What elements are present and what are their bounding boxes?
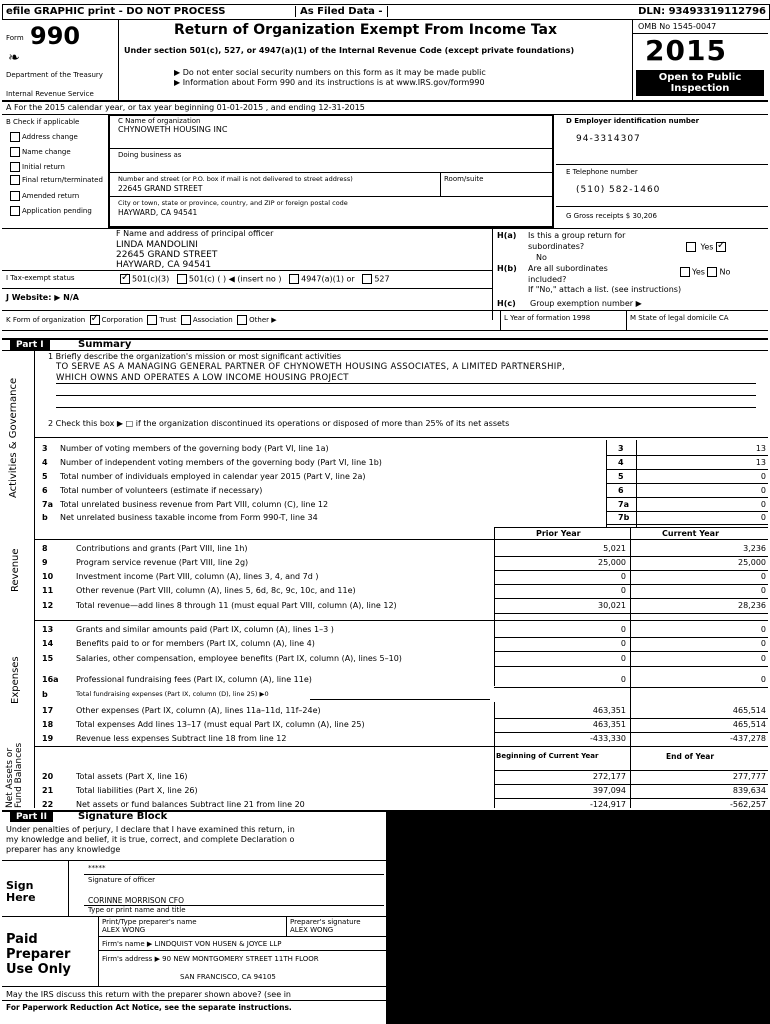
line-value: 0 — [760, 472, 766, 481]
current-value: 465,514 — [732, 720, 766, 729]
boy-value: -124,917 — [590, 800, 626, 809]
line-value: 0 — [760, 500, 766, 509]
firm-name: ▶ LINDQUIST VON HUSEN & JOYCE LLP — [146, 940, 282, 948]
top-bar — [2, 4, 770, 20]
efile-label: efile GRAPHIC print - DO NOT PROCESS — [6, 6, 226, 17]
prior-value: 463,351 — [592, 706, 626, 715]
line-a: A For the 2015 calendar year, or tax year beginning 01-01-2015 , and ending 12-31-2015 — [6, 103, 365, 112]
form-number: 990 — [30, 22, 81, 50]
officer-name: LINDA MANDOLINI — [116, 240, 198, 250]
line-text: Benefits paid to or for members (Part IX, column (A), line 4) — [76, 639, 315, 648]
officer-street: 22645 GRAND STREET — [116, 250, 218, 260]
tax-year: 2015 — [645, 34, 727, 67]
current-value: 0 — [760, 625, 766, 634]
name-title-label: Type or print name and title — [88, 906, 186, 914]
row-divider — [606, 524, 768, 525]
row-divider — [494, 666, 768, 667]
other-checkbox[interactable] — [237, 315, 247, 325]
current-value: 3,236 — [743, 544, 766, 553]
ha-text: Is this a group return for — [528, 231, 626, 240]
final-return-item: Final return/terminated — [10, 175, 103, 185]
prior-value: 0 — [620, 654, 626, 663]
line-text: Grants and similar amounts paid (Part IX, column (A), lines 1–3 ) — [76, 625, 334, 634]
legal-domicile: M State of legal domicile CA — [630, 314, 729, 322]
line-box: 6 — [618, 486, 624, 495]
line-text: Revenue less expenses Subtract line 18 from line 12 — [76, 734, 287, 743]
prior-value: 0 — [620, 625, 626, 634]
firm-city: SAN FRANCISCO, CA 94105 — [180, 973, 276, 981]
hc-label: H(c) — [497, 299, 516, 308]
eoy-value: 839,634 — [732, 786, 766, 795]
signature-label: Signature of officer — [88, 876, 156, 884]
current-value: 0 — [760, 675, 766, 684]
row-divider — [494, 784, 768, 785]
year-formation: L Year of formation 1998 — [504, 314, 591, 322]
association-checkbox[interactable] — [181, 315, 191, 325]
irs-discuss: May the IRS discuss this return with the preparer shown above? (see in — [6, 990, 291, 999]
row-divider — [606, 511, 768, 512]
row-divider — [494, 637, 768, 638]
prior-value: 0 — [620, 572, 626, 581]
city-label: City or town, state or province, country, and ZIP or foreign postal code — [118, 199, 348, 207]
line-number: 10 — [42, 572, 54, 581]
preparer-name-block: Print/Type preparer's name ALEX WONG — [102, 918, 197, 934]
phone-label: E Telephone number — [566, 168, 638, 176]
row-divider — [494, 584, 768, 585]
line-number: 17 — [42, 706, 54, 715]
hb-label: H(b) — [497, 264, 517, 273]
address-change-item: Address change — [10, 130, 103, 145]
row-divider — [494, 613, 768, 614]
col-divider — [494, 702, 495, 746]
prior-year-header: Prior Year — [536, 529, 581, 538]
side-net-assets: Net Assets or Fund Balances — [5, 742, 24, 808]
line-number: 13 — [42, 625, 54, 634]
ein-label: D Employer identification number — [566, 117, 700, 125]
4947-checkbox[interactable] — [289, 274, 299, 284]
line-text: Total unrelated business revenue from Part VIII, column (C), line 12 — [60, 500, 329, 509]
row-divider — [494, 651, 768, 652]
org-name-label: C Name of organization — [118, 117, 201, 125]
hb-text: Are all subordinates — [528, 264, 608, 273]
line-number: 21 — [42, 786, 54, 795]
mission-line1: TO SERVE AS A MANAGING GENERAL PARTNER OF CHYNOWETH HOUSING ASSOCIATES, A LIMITED PARTNERSHIP, — [56, 362, 565, 372]
ha-yes-checkbox[interactable] — [686, 242, 696, 252]
application-pending-checkbox[interactable] — [10, 206, 20, 216]
line-text: Total number of volunteers (estimate if necessary) — [60, 486, 263, 495]
line-number: 15 — [42, 654, 54, 663]
line-number: 8 — [42, 544, 48, 553]
line2-discontinued: 2 Check this box ▶ □ if the organization discontinued its operations or disposed of more than 25% of its net assets — [48, 419, 510, 428]
initial-return-checkbox[interactable] — [10, 162, 20, 172]
preparer-signature: ALEX WONG — [290, 926, 334, 934]
prior-value: 463,351 — [592, 720, 626, 729]
ha-text2: subordinates? — [528, 242, 585, 251]
officer-signature: ***** — [88, 864, 106, 872]
line-number: 16a — [42, 675, 59, 684]
city-value: HAYWARD, CA 94541 — [118, 208, 198, 217]
line-text: Professional fundraising fees (Part IX, column (A), line 11e) — [76, 675, 312, 684]
current-value: 0 — [760, 654, 766, 663]
firm-name-row: Firm's name ▶ LINDQUIST VON HUSEN & JOYCE LLP — [102, 940, 282, 948]
preparer-signature-block: Preparer's signature ALEX WONG — [290, 918, 361, 934]
hb-text3: If "No," attach a list. (see instructions) — [528, 285, 682, 294]
phone-value: (510) 582-1460 — [576, 185, 661, 195]
part1-title: Summary — [78, 339, 132, 350]
tax-status-options: ✓ 501(c)(3) 501(c) ( ) ◀ (insert no ) 4947(a)(1) or 527 — [120, 274, 390, 284]
officer-city: HAYWARD, CA 94541 — [116, 260, 212, 270]
line-number: b — [42, 513, 48, 522]
mission-label: 1 Briefly describe the organization's mission or most significant activities — [48, 352, 342, 361]
line-number: b — [42, 690, 48, 699]
line-number: 4 — [42, 458, 48, 467]
line-number: 22 — [42, 800, 54, 809]
line-text: Total number of individuals employed in calendar year 2015 (Part V, line 2a) — [60, 472, 366, 481]
hb-options: Yes No — [680, 267, 730, 277]
boy-header: Beginning of Current Year — [496, 752, 599, 760]
perjury-statement: Under penalties of perjury, I declare that I have examined this return, in my knowledge and belief, it is true, correct, and complete Declaration o preparer has any knowledge — [6, 825, 295, 854]
line-number: 19 — [42, 734, 54, 743]
firm-address-row: Firm's address ▶ 90 NEW MONTGOMERY STREET 11TH FLOOR — [102, 955, 319, 963]
eoy-value: 277,777 — [732, 772, 766, 781]
501c-checkbox[interactable] — [177, 274, 187, 284]
col-divider — [606, 440, 607, 527]
side-activities: Activities & Governance — [8, 377, 19, 498]
col-divider — [636, 440, 637, 527]
row-divider — [494, 598, 768, 599]
officer-label: F Name and address of principal officer — [116, 229, 274, 238]
prior-value: -433,330 — [590, 734, 626, 743]
current-value: 0 — [760, 586, 766, 595]
filed-label: As Filed Data - — [295, 6, 388, 17]
line-value: 0 — [760, 486, 766, 495]
line-box: 3 — [618, 444, 624, 453]
paid-preparer: Paid Preparer Use Only — [6, 932, 71, 977]
line-value: 13 — [755, 444, 766, 453]
section-c-box — [108, 114, 554, 228]
boy-value: 272,177 — [592, 772, 626, 781]
hc-text: Group exemption number ▶ — [530, 299, 642, 308]
mission-line2: WHICH OWNS AND OPERATES A LOW INCOME HOUSING PROJECT — [56, 373, 349, 383]
irs-label: Internal Revenue Service — [6, 90, 94, 98]
hb-text2: included? — [528, 275, 567, 284]
line-text: Program service revenue (Part VIII, line 2g) — [76, 558, 249, 567]
ha-label: H(a) — [497, 231, 517, 240]
ha-yes: Yes ✓ — [686, 242, 728, 252]
row-divider — [606, 469, 768, 470]
current-value: -437,278 — [730, 734, 766, 743]
fundraising-line — [310, 699, 490, 700]
line-text: Other expenses (Part IX, column (A), lines 11a–11d, 11f–24e) — [76, 706, 321, 715]
bullet-info: ▶ Information about Form 990 and its instructions is at www.IRS.gov/form990 — [174, 78, 485, 87]
irs-eagle-icon: ❧ — [8, 50, 20, 66]
line-text: Other revenue (Part VIII, column (A), lines 5, 6d, 8c, 9c, 10c, and 11e) — [76, 586, 356, 595]
paperwork-notice: For Paperwork Reduction Act Notice, see the separate instructions. — [6, 1003, 292, 1012]
redaction-block — [386, 810, 770, 1024]
527-checkbox[interactable] — [362, 274, 372, 284]
col-divider — [494, 620, 495, 686]
line-text: Total assets (Part X, line 16) — [76, 772, 188, 781]
dba-label: Doing business as — [118, 151, 182, 159]
tax-status-label: I Tax-exempt status — [6, 274, 75, 282]
part1-label: Part I — [10, 340, 50, 350]
ha-no-value: No — [536, 253, 547, 262]
trust-checkbox[interactable] — [147, 315, 157, 325]
form-of-org: K Form of organization ✓ Corporation Trust Association Other ▶ — [6, 315, 277, 325]
row-divider — [494, 718, 768, 719]
prior-value: 0 — [620, 639, 626, 648]
line-number: 18 — [42, 720, 54, 729]
address-change-checkbox[interactable] — [10, 132, 20, 142]
line-number: 11 — [42, 586, 54, 595]
line-number: 12 — [42, 601, 54, 610]
name-change-checkbox[interactable] — [10, 147, 20, 157]
part2-label: Part II — [10, 812, 53, 822]
ein-value: 94-3314307 — [576, 134, 641, 144]
line-number: 3 — [42, 444, 48, 453]
line-number: 20 — [42, 772, 54, 781]
row-divider — [606, 497, 768, 498]
street-label: Number and street (or P.O. box if mail is not delivered to street address) — [118, 175, 353, 183]
dept-label: Department of the Treasury — [6, 71, 103, 79]
row-divider — [494, 732, 768, 733]
hb-no-checkbox[interactable] — [707, 267, 717, 277]
line-number: 9 — [42, 558, 48, 567]
form-of-org-label: K Form of organization — [6, 316, 86, 324]
line-text: Investment income (Part VIII, column (A), lines 3, 4, and 7d ) — [76, 572, 319, 581]
row-divider — [494, 770, 768, 771]
prior-value: 25,000 — [598, 558, 626, 567]
line-value: 13 — [755, 458, 766, 467]
gross-receipts: G Gross receipts $ 30,206 — [566, 212, 657, 220]
line-box: 7a — [618, 500, 629, 509]
line-number: 6 — [42, 486, 48, 495]
line-text: Total fundraising expenses (Part IX, column (D), line 25) ▶0 — [76, 690, 269, 698]
sign-here: Sign Here — [6, 879, 36, 904]
line-text: Total expenses Add lines 13–17 (must equal Part IX, column (A), line 25) — [76, 720, 365, 729]
section-b-label: B Check if applicable — [6, 118, 80, 126]
omb-number: OMB No 1545-0047 — [638, 22, 717, 31]
row-divider — [606, 483, 768, 484]
line-text: Total revenue—add lines 8 through 11 (must equal Part VIII, column (A), line 12) — [76, 601, 397, 610]
final-return-checkbox[interactable] — [10, 175, 20, 185]
current-year-header: Current Year — [662, 529, 720, 538]
preparer-name: ALEX WONG — [102, 926, 146, 934]
application-pending-item: Application pending — [10, 204, 103, 219]
line-text: Number of independent voting members of the governing body (Part VI, line 1b) — [60, 458, 382, 467]
line-text: Salaries, other compensation, employee benefits (Part IX, column (A), lines 5–10) — [76, 654, 402, 663]
line-text: Net unrelated business taxable income from Form 990-T, line 34 — [60, 513, 318, 522]
eoy-header: End of Year — [666, 752, 715, 761]
amended-return-item: Amended return — [10, 189, 103, 204]
dln-label: DLN: 93493319112796 — [638, 6, 766, 17]
line-number: 14 — [42, 639, 54, 648]
firm-address: ▶ 90 NEW MONTGOMERY STREET 11TH FLOOR — [154, 955, 319, 963]
hb-yes-checkbox[interactable] — [680, 267, 690, 277]
eoy-value: -562,257 — [730, 800, 766, 809]
current-value: 0 — [760, 572, 766, 581]
current-value: 28,236 — [738, 601, 766, 610]
row-divider — [494, 687, 768, 688]
side-expenses: Expenses — [10, 656, 21, 704]
org-name: CHYNOWETH HOUSING INC — [118, 125, 228, 134]
prior-value: 5,021 — [603, 544, 626, 553]
current-value: 0 — [760, 639, 766, 648]
ha-no-checkbox[interactable] — [716, 242, 726, 252]
under-section: Under section 501(c), 527, or 4947(a)(1) of the Internal Revenue Code (except private foundations) — [124, 46, 575, 55]
boy-value: 397,094 — [592, 786, 626, 795]
form-title: Return of Organization Exempt From Income Tax — [174, 22, 558, 38]
corporation-checkbox[interactable] — [90, 315, 100, 325]
prior-value: 30,021 — [598, 601, 626, 610]
line-number: 7a — [42, 500, 53, 509]
bullet-ssn: ▶ Do not enter social security numbers on this form as it may be made public — [174, 68, 486, 77]
section-b-list — [10, 130, 103, 219]
line-number: 5 — [42, 472, 48, 481]
line-box: 4 — [618, 458, 624, 467]
officer-address — [116, 240, 217, 270]
initial-return-item: Initial return — [10, 160, 103, 175]
row-divider — [494, 798, 768, 799]
prior-value: 0 — [620, 586, 626, 595]
room-label: Room/suite — [444, 175, 484, 183]
open-to-public: Open to Public Inspection — [636, 70, 764, 96]
current-value: 465,514 — [732, 706, 766, 715]
line-text: Contributions and grants (Part VIII, line 1h) — [76, 544, 248, 553]
street-value: 22645 GRAND STREET — [118, 184, 203, 193]
part2-title: Signature Block — [78, 811, 168, 822]
prior-value: 0 — [620, 675, 626, 684]
current-value: 25,000 — [738, 558, 766, 567]
officer-name-title: CORINNE MORRISON CFO — [88, 896, 185, 905]
line-box: 5 — [618, 472, 624, 481]
line-box: 7b — [618, 513, 630, 522]
form-label: Form — [6, 34, 24, 42]
line-value: 0 — [760, 513, 766, 522]
line-text: Number of voting members of the governing body (Part VI, line 1a) — [60, 444, 329, 453]
row-divider — [606, 455, 768, 456]
line-text: Total liabilities (Part X, line 26) — [76, 786, 198, 795]
501c3-checkbox[interactable] — [120, 274, 130, 284]
row-divider — [494, 570, 768, 571]
website: J Website: ▶ N/A — [6, 293, 79, 302]
amended-return-checkbox[interactable] — [10, 191, 20, 201]
side-revenue: Revenue — [10, 548, 21, 592]
name-change-item: Name change — [10, 145, 103, 160]
row-divider — [494, 556, 768, 557]
line-text: Net assets or fund balances Subtract line 21 from line 20 — [76, 800, 305, 809]
